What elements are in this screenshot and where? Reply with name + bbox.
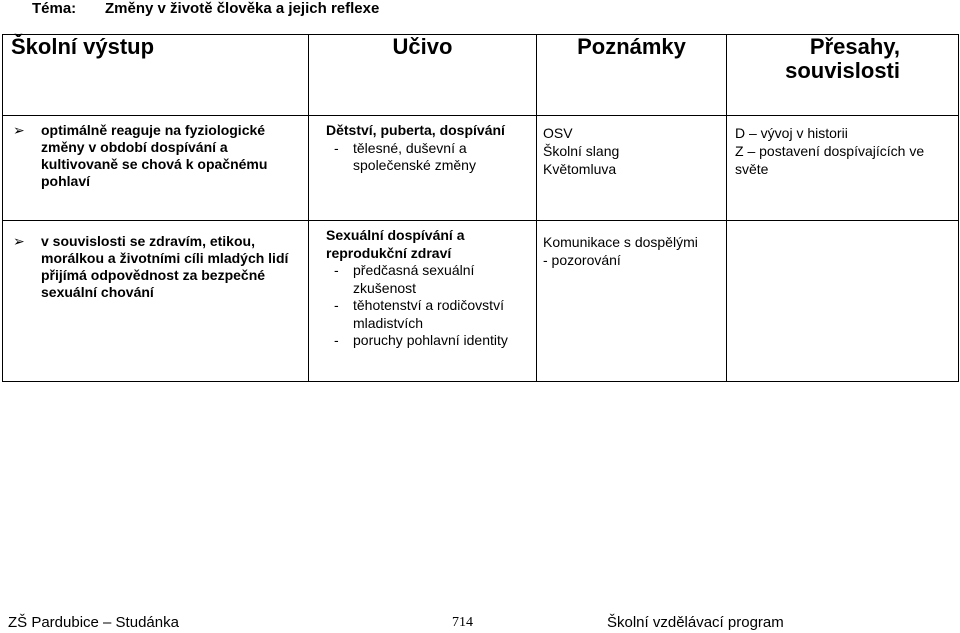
footer-school: ZŠ Pardubice – Studánka [8, 614, 179, 631]
table-row [3, 116, 959, 221]
header-poznamky: Poznámky [537, 35, 727, 116]
arrow-bullet-icon: ➢ [13, 122, 25, 138]
ucivo-title: Sexuální dospívání a reprodukční zdraví [326, 227, 465, 261]
poznamka-item: Květomluva [543, 161, 617, 177]
poznamka-item: Školní slang [543, 143, 620, 159]
header-ucivo: Učivo [309, 35, 537, 116]
header-presahy: Přesahy, souvislosti [727, 35, 959, 116]
vystup-cell [3, 221, 309, 382]
ucivo-cell [309, 116, 537, 221]
footer-page-number: 714 [452, 615, 473, 630]
poznamky-cell [537, 116, 727, 221]
presahy-cell [727, 221, 959, 382]
vystup-cell [3, 116, 309, 221]
topic-label: Téma: [32, 0, 77, 17]
topic-line [32, 0, 379, 17]
ucivo-item: - těhotenství a rodičovství mladistvích [334, 297, 504, 331]
table-row [3, 221, 959, 382]
vystup-text: optimálně reaguje na fyziologické změny v období dospívání a kultivovaně se chová k opačnému pohlaví [41, 122, 268, 189]
header-vystup: Školní výstup [3, 35, 309, 116]
vystup-text: v souvislosti se zdravím, etikou, morálkou a životními cíli mladých lidí přijímá odpovědnost za bezpečné sexuální chování [41, 233, 289, 300]
ucivo-title: Dětství, puberta, dospívání [326, 122, 505, 138]
ucivo-cell [309, 221, 537, 382]
topic-value: Změny v životě člověka a jejich reflexe [105, 0, 380, 17]
presahy-cell [727, 116, 959, 221]
presah-item: Z – postavení dospívajících ve světe [735, 143, 925, 177]
arrow-bullet-icon: ➢ [13, 233, 25, 249]
poznamka-item: - pozorování [543, 252, 621, 268]
poznamka-item: Komunikace s dospělými [543, 234, 698, 250]
ucivo-item: - tělesné, duševní a společenské změny [334, 139, 476, 173]
poznamky-cell [537, 221, 727, 382]
presah-item: D – vývoj v historii [735, 125, 848, 141]
curriculum-table [2, 34, 959, 382]
footer-program: Školní vzdělávací program [607, 614, 784, 631]
ucivo-item: - předčasná sexuální zkušenost [334, 262, 475, 296]
header-row [3, 35, 959, 116]
poznamka-item: OSV [543, 125, 573, 141]
ucivo-item: - poruchy pohlavní identity [334, 332, 508, 348]
